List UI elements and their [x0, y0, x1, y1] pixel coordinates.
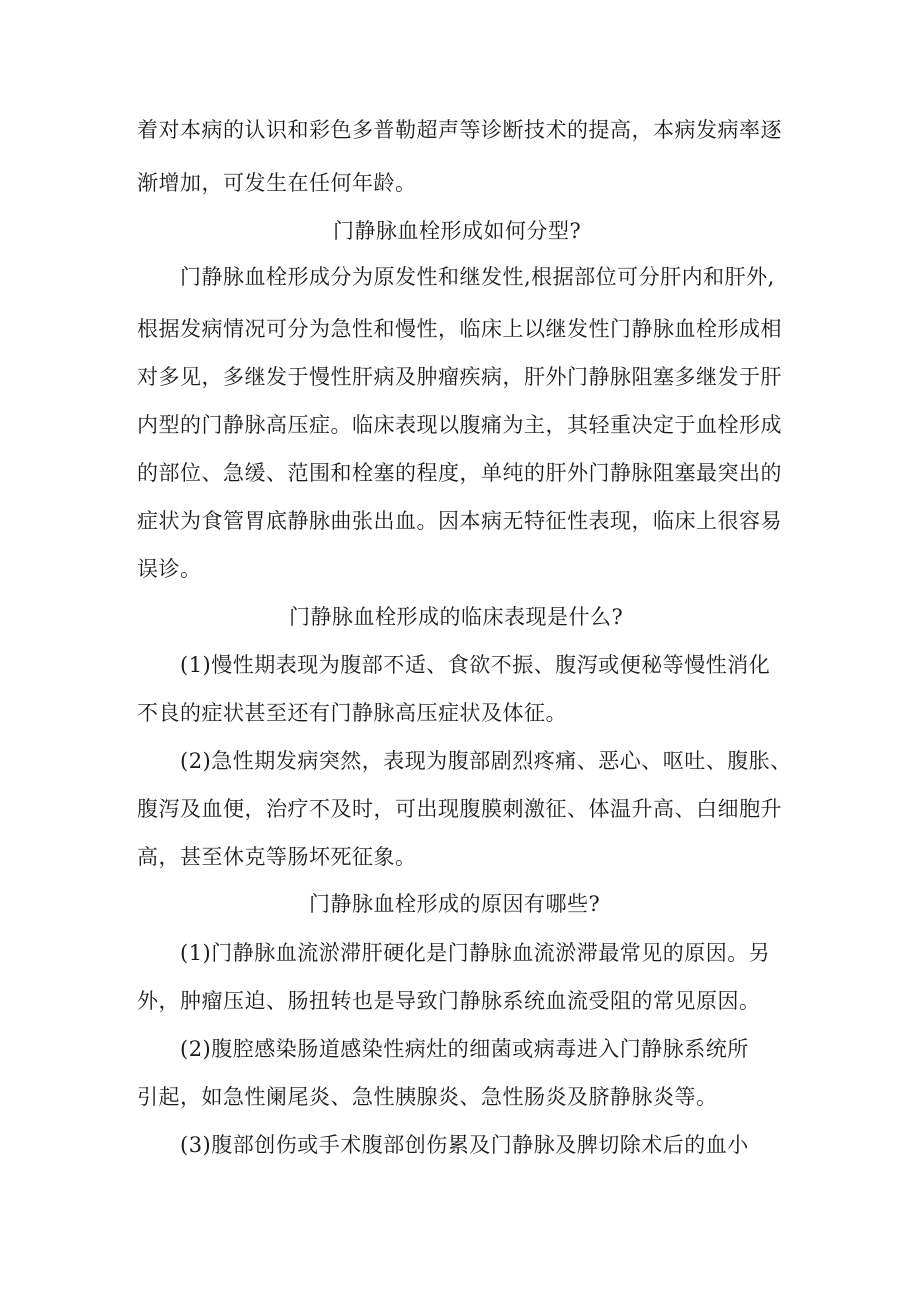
- classification-line-2: 根据发病情况可分为急性和慢性，临床上以继发性门静脉血栓形成相: [137, 317, 782, 341]
- classification-line-1: 门静脉血栓形成分为原发性和继发性,根据部位可分肝内和肝外,: [180, 265, 775, 289]
- heading-causes: 门静脉血栓形成的原因有哪些?: [309, 892, 601, 916]
- heading-manifestation: 门静脉血栓形成的临床表现是什么?: [289, 605, 624, 629]
- causes-item2-line-2: 引起，如急性阑尾炎、急性胰腺炎、急性肠炎及脐静脉炎等。: [137, 1085, 718, 1109]
- classification-line-4: 内型的门静脉高压症。临床表现以腹痛为主，其轻重决定于血栓形成: [137, 413, 782, 437]
- causes-item2-line-1: (2)腹腔感染肠道感染性病灶的细菌或病毒进入门静脉系统所: [180, 1037, 749, 1061]
- causes-item1-line-1: (1)门静脉血流淤滞肝硬化是门静脉血流淤滞最常见的原因。另: [180, 941, 771, 965]
- intro-line-2: 渐增加，可发生在任何年龄。: [137, 171, 417, 195]
- classification-line-3: 对多见，多继发于慢性肝病及肿瘤疾病，肝外门静脉阻塞多继发于肝: [137, 365, 782, 389]
- causes-item3-line-1: (3)腹部创伤或手术腹部创伤累及门静脉及脾切除术后的血小: [180, 1133, 749, 1157]
- causes-item1-line-2: 外，肿瘤压迫、肠扭转也是导致门静脉系统血流受阻的常见原因。: [137, 989, 761, 1013]
- manifestation-item1-line-2: 不良的症状甚至还有门静脉高压症状及体征。: [137, 701, 567, 725]
- manifestation-item2-line-3: 高，甚至休克等肠坏死征象。: [137, 845, 417, 869]
- classification-line-5: 的部位、急缓、范围和栓塞的程度，单纯的肝外门静脉阻塞最突出的: [137, 461, 782, 485]
- intro-line-1: 着对本病的认识和彩色多普勒超声等诊断技术的提高，本病发病率逐: [137, 118, 782, 142]
- heading-classification: 门静脉血栓形成如何分型?: [333, 219, 582, 243]
- classification-line-6: 症状为食管胃底静脉曲张出血。因本病无特征性表现，临床上很容易: [137, 509, 782, 533]
- classification-line-7: 误诊。: [137, 557, 202, 581]
- manifestation-item2-line-2: 腹泻及血便，治疗不及时，可出现腹膜刺激征、体温升高、白细胞升: [137, 797, 782, 821]
- manifestation-item1-line-1: (1)慢性期表现为腹部不适、食欲不振、腹泻或便秘等慢性消化: [180, 653, 771, 677]
- manifestation-item2-line-1: (2)急性期发病突然，表现为腹部剧烈疼痛、恶心、呕吐、腹胀、: [180, 749, 792, 773]
